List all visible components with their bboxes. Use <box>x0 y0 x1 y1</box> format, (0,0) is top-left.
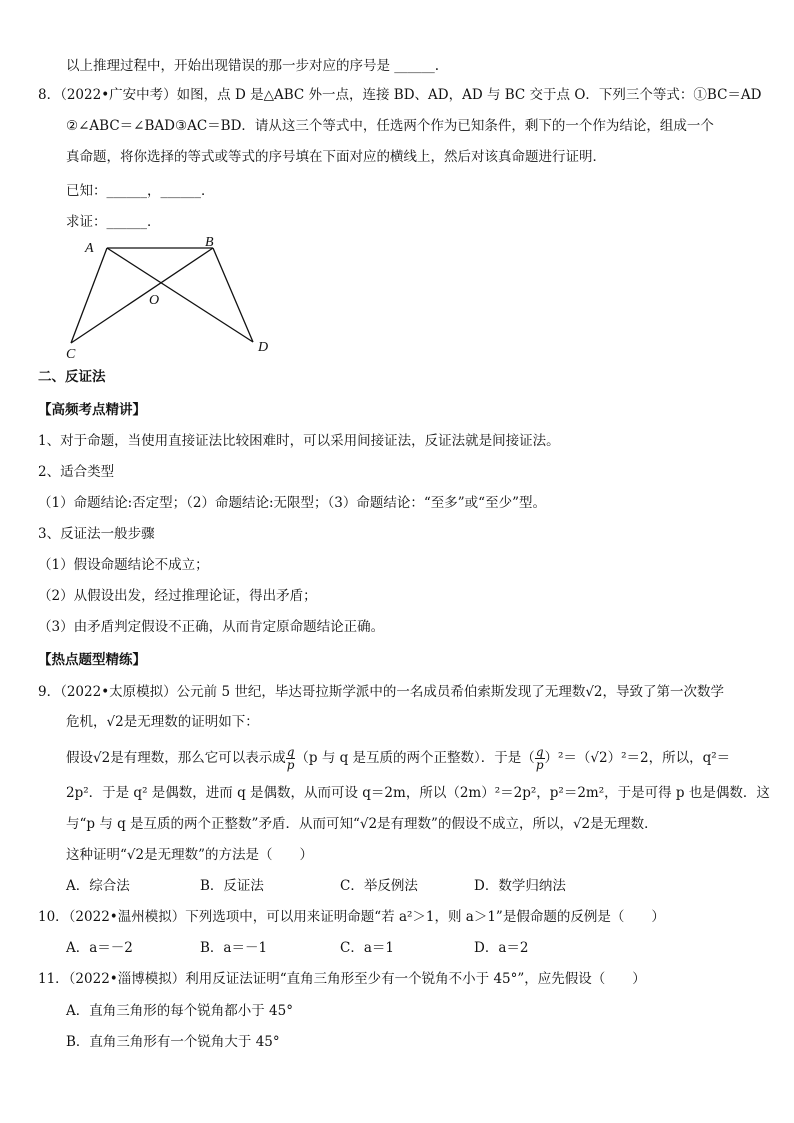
text-line: 危机，√2是无理数的证明如下： <box>66 714 259 730</box>
label-a: A <box>85 241 94 256</box>
subsection-heading: 【热点题型精练】 <box>38 652 146 668</box>
given-blank: 已知：______，______． <box>66 183 215 199</box>
option-d: D．数学归纳法 <box>474 878 566 894</box>
text-line: 以上推理过程中，开始出现错误的那一步对应的序号是 ______. <box>66 58 440 74</box>
fraction-q-over-p <box>286 746 296 771</box>
text-line: 3、反证法一般步骤 <box>38 526 155 542</box>
text-line: 2、适合类型 <box>38 464 115 480</box>
segment-ac <box>71 248 107 343</box>
text-line: （3）由矛盾判定假设不正确，从而肯定原命题结论正确。 <box>38 619 385 635</box>
fraction-denominator: p <box>535 758 544 772</box>
option-a: A．综合法 <box>66 878 130 894</box>
segment-bd <box>213 248 253 342</box>
option-b: B．直角三角形有一个锐角大于 45° <box>66 1034 280 1050</box>
fraction-numerator: q <box>535 745 544 759</box>
question-11-stem: 11．（2022•淄博模拟）利用反证法证明“直角三角形至少有一个锐角不小于 45°”，应先假设（ ） <box>38 971 646 987</box>
label-b: B <box>205 235 214 250</box>
text-line: ②∠ABC＝∠BAD③AC＝BD．请从这三个等式中，任选两个作为已知条件，剩下的一个作为结论，组成一个 <box>66 118 714 134</box>
segment-bc <box>71 248 213 343</box>
option-c: C．举反例法 <box>340 878 418 894</box>
text-line: （1）假设命题结论不成立； <box>38 557 209 573</box>
question-8-stem: 8．（2022•广安中考）如图，点 D 是△ABC 外一点，连接 BD、AD，AD 与 BC 交于点 O．下列三个等式：①BC＝AD <box>38 87 762 103</box>
label-d: D <box>258 340 269 355</box>
segment-ad <box>107 248 253 342</box>
option-c: C．a＝1 <box>340 940 394 956</box>
proof-text: 假设√2是有理数，那么它可以表示成 <box>66 750 286 766</box>
proof-text: （p 与 q 是互质的两个正整数）．于是（ <box>295 750 535 766</box>
text-line: 与“p 与 q 是互质的两个正整数”矛盾．从而可知“√2是有理数”的假设不成立，所以，√2是无理数． <box>66 816 658 832</box>
text-line: 2p²．于是 q² 是偶数，进而 q 是偶数，从而可设 q＝2m，所以（2m）²＝2p²，p²＝2m²，于是可得 p 也是偶数．这 <box>66 785 770 801</box>
text-line: 这种证明“√2是无理数”的方法是（ ） <box>66 847 313 863</box>
subsection-heading: 【高频考点精讲】 <box>38 402 146 418</box>
option-a: A．直角三角形的每个锐角都小于 45° <box>66 1003 293 1019</box>
fraction-numerator: q <box>286 745 295 759</box>
fraction-q-over-p <box>535 746 545 771</box>
label-o: O <box>149 293 160 308</box>
option-d: D．a＝2 <box>474 940 529 956</box>
question-9-stem: 9．（2022•太原模拟）公元前 5 世纪，毕达哥拉斯学派中的一名成员希伯索斯发现了无理数√2，导致了第一次数学 <box>38 684 725 700</box>
text-line: 真命题，将你选择的等式或等式的序号填在下面对应的横线上，然后对该真命题进行证明． <box>66 149 606 165</box>
prove-blank: 求证：______． <box>66 214 161 230</box>
text-line: 1、对于命题，当使用直接证法比较困难时，可以采用间接证法，反证法就是间接证法。 <box>38 433 560 449</box>
option-b: B．a＝－1 <box>200 940 268 956</box>
question-10-stem: 10．（2022•温州模拟）下列选项中，可以用来证明命题“若 a²＞1，则 a＞1”是假命题的反例是（ ） <box>38 909 665 925</box>
fraction-denominator: p <box>286 758 295 772</box>
proof-line <box>66 746 730 771</box>
option-b: B．反证法 <box>200 878 264 894</box>
proof-text: ）²＝（√2）²＝2，所以，q²＝ <box>544 750 731 766</box>
quadrilateral-figure <box>55 232 285 362</box>
section-heading: 二、反证法 <box>38 369 106 385</box>
label-c: C <box>66 347 76 362</box>
text-line: （2）从假设出发，经过推理论证，得出矛盾； <box>38 588 317 604</box>
option-a: A．a＝－2 <box>66 940 133 956</box>
text-line: （1）命题结论:否定型；（2）命题结论:无限型；（3）命题结论：“至多”或“至少”型。 <box>38 495 546 511</box>
